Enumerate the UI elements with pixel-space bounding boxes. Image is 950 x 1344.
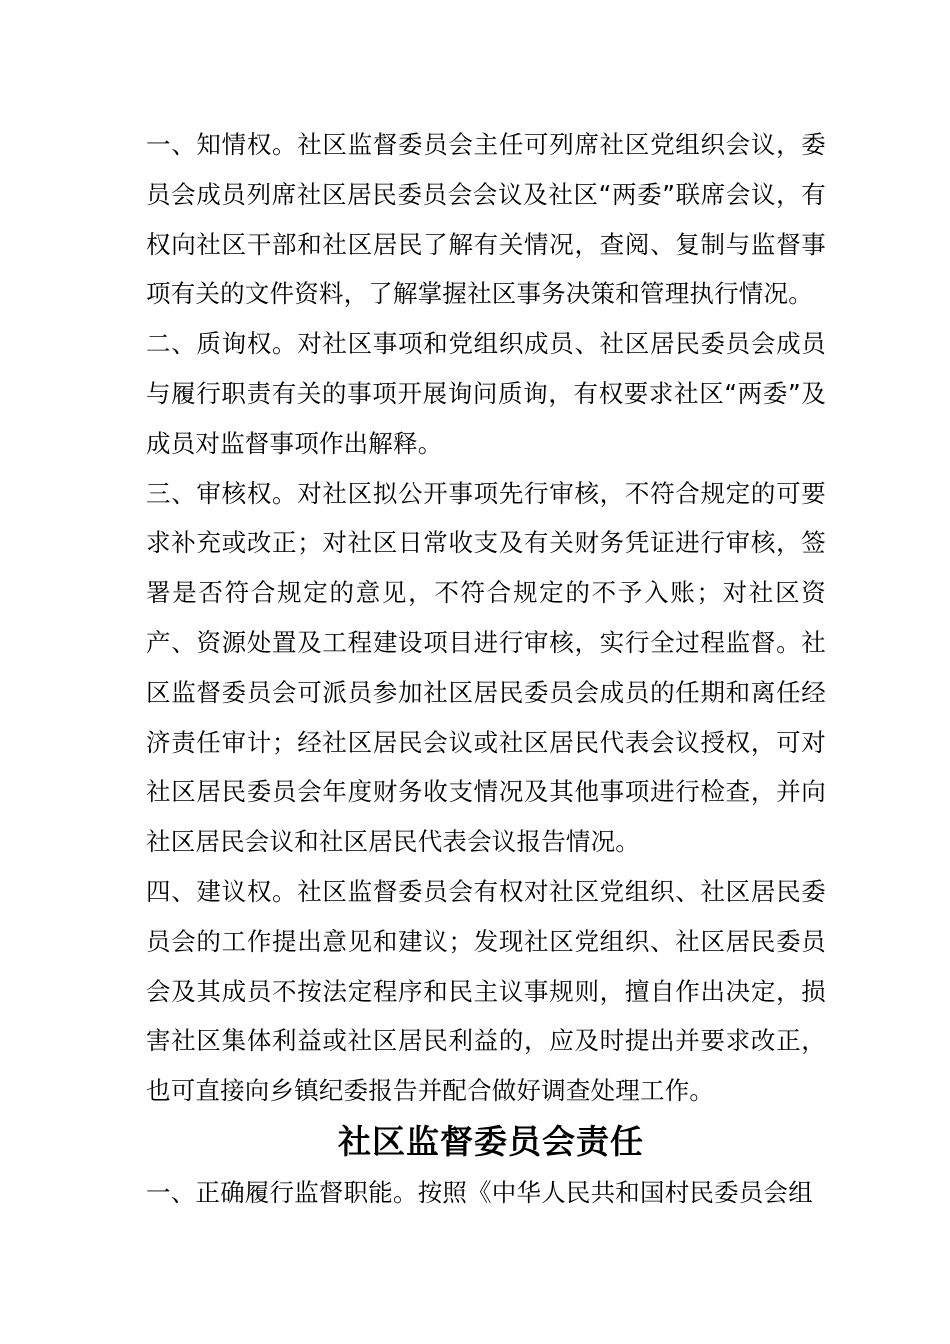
document-body <box>146 120 826 1218</box>
paragraph-right-to-inquire: 二、质询权。对社区事项和党组织成员、社区居民委员会成员与履行职责有关的事项开展询问质询，有权要求社区“两委”及成员对监督事项作出解释。 <box>146 329 826 458</box>
paragraph-right-to-suggest: 四、建议权。社区监督委员会有权对社区党组织、社区居民委员会的工作提出意见和建议；发现社区党组织、社区居民委员会及其成员不按法定程序和民主议事规则，擅自作出决定，损害社区集体利益或社区居民利益的，应及时提出并要求改正，也可直接向乡镇纪委报告并配合做好调查处理工作。 <box>146 876 826 1106</box>
paragraph-right-to-review: 三、审核权。对社区拟公开事项先行审核，不符合规定的可要求补充或改正；对社区日常收支及有关财务凭证进行审核，签署是否符合规定的意见，不符合规定的不予入账；对社区资产、资源处置及工程建设项目进行审核，实行全过程监督。社区监督委员会可派员参加社区居民委员会成员的任期和离任经济责任审计；经社区居民会议或社区居民代表会议授权，可对社区居民委员会年度财务收支情况及其他事项进行检查，并向社区居民会议和社区居民代表会议报告情况。 <box>146 478 826 857</box>
paragraph-right-to-know: 一、知情权。社区监督委员会主任可列席社区党组织会议，委员会成员列席社区居民委员会会议及社区“两委”联席会议，有权向社区干部和社区居民了解有关情况，查阅、复制与监督事项有关的文件资料，了解掌握社区事务决策和管理执行情况。 <box>146 130 826 309</box>
paragraph-duty-first-line: 一、正确履行监督职能。按照《中华人民共和国村民委员会组 <box>146 1177 813 1207</box>
section-heading: 社区监督委员会责任 <box>338 1121 644 1161</box>
